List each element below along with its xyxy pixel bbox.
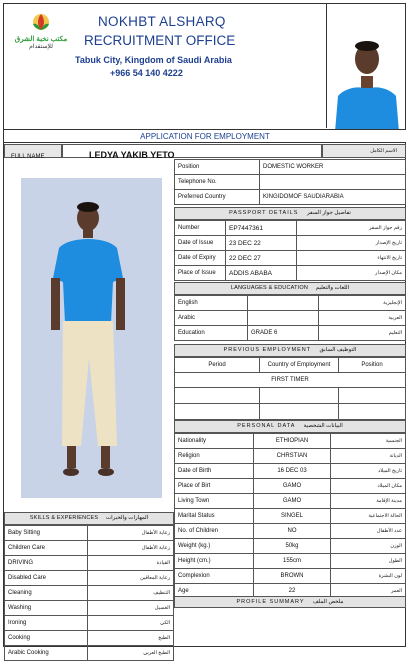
position-table (174, 159, 406, 205)
skills-title: SKILLS & EXPERIENCES (29, 515, 99, 521)
complexion-value: BROWN (254, 569, 331, 584)
skill-label: DRIVING (5, 556, 88, 571)
issue-date-value: 23 DEC 22 (226, 236, 297, 251)
table-row (175, 311, 406, 326)
table-row (5, 616, 174, 631)
skill-ar: رعاية المعاقين (88, 571, 174, 586)
full-name-ar: الاسم الكامل (370, 148, 397, 154)
previous-employment-header (174, 344, 406, 357)
table-row (175, 388, 406, 404)
table-row (175, 554, 406, 569)
skill-ar: القيادة (88, 556, 174, 571)
expiry-date-value: 22 DEC 27 (226, 251, 297, 266)
expiry-date-label: Date of Expiry (175, 251, 226, 266)
table-row (175, 524, 406, 539)
arabic-value (248, 311, 319, 326)
table-row (175, 373, 406, 388)
passport-title-ar: تفاصيل جواز السفر (307, 210, 351, 216)
skills-table (4, 525, 174, 661)
full-body-figure (21, 178, 162, 498)
birth-place-value: GAMO (254, 479, 331, 494)
living-town-ar: مدينة الإقامة (331, 494, 406, 509)
full-body-photo (21, 178, 162, 498)
height-ar: الطول (331, 554, 406, 569)
full-name-value: LEDYA YAKIB YETO (89, 150, 175, 160)
table-row (175, 175, 406, 190)
skill-label: Baby Sitting (5, 526, 88, 541)
company-location: Tabuk City, Kingdom of Saudi Arabia (75, 55, 232, 65)
preferred-country-value: KINGIDOMOF SAUDIARABIA (260, 190, 406, 205)
birth-place-ar: مكان الميلاد (331, 479, 406, 494)
age-ar: العمر (331, 584, 406, 599)
weight-ar: الوزن (331, 539, 406, 554)
full-name-label: FULL NAME (11, 154, 45, 160)
table-row (5, 541, 174, 556)
education-value: GRADE 6 (248, 326, 319, 341)
languages-title-ar: اللغات والتعليم (315, 285, 350, 291)
age-value: 22 (254, 584, 331, 599)
table-row (5, 526, 174, 541)
expiry-date-ar: تاريخ الانتهاء (297, 251, 406, 266)
issue-place-label: Place of Issue (175, 266, 226, 281)
logo-text-ar: مكتب نخبة الشرق (14, 36, 68, 43)
table-row (175, 251, 406, 266)
marital-status-value: SINGEL (254, 509, 331, 524)
languages-table (174, 295, 406, 341)
languages-title: LANGUAGES & EDUCATION (230, 285, 309, 291)
table-row (5, 646, 174, 661)
skill-label: Ironing (5, 616, 88, 631)
table-row (175, 160, 406, 175)
form-title-bar (4, 129, 406, 143)
company-phone: +966 54 140 4222 (110, 68, 183, 78)
previous-title-ar: التوظيف السابق (319, 347, 357, 353)
table-row (175, 464, 406, 479)
table-row (175, 266, 406, 281)
table-row (175, 221, 406, 236)
skill-ar: رعاية الأطفال (88, 526, 174, 541)
period-header: Period (175, 358, 260, 373)
height-value: 155cm (254, 554, 331, 569)
skill-ar: الغسيل (88, 601, 174, 616)
nationality-value: ETHIOPIAN (254, 434, 331, 449)
telephone-label: Telephone No. (175, 175, 260, 190)
table-row (175, 326, 406, 341)
full-name-label-cell (4, 144, 62, 158)
skill-ar: الطبخ العربي (88, 646, 174, 661)
children-ar: عدد الأطفال (331, 524, 406, 539)
full-name-ar-cell (322, 144, 406, 158)
religion-value: CHRSTIAN (254, 449, 331, 464)
marital-status-ar: الحالة الاجتماعية (331, 509, 406, 524)
nationality-label: Nationality (175, 434, 254, 449)
telephone-value (260, 175, 406, 190)
children-value: NO (254, 524, 331, 539)
logo-emblem-icon (10, 11, 72, 31)
table-row (175, 449, 406, 464)
table-row (175, 494, 406, 509)
arabic-label: Arabic (175, 311, 248, 326)
position-value: DOMESTIC WORKER (260, 160, 406, 175)
table-row (5, 586, 174, 601)
passport-number-label: Number (175, 221, 226, 236)
birth-date-ar: تاريخ الميلاد (331, 464, 406, 479)
skill-label: Washing (5, 601, 88, 616)
previous-value: FIRST TIMER (175, 373, 406, 388)
table-row (175, 296, 406, 311)
weight-value: 50kg (254, 539, 331, 554)
passport-section-header (174, 207, 406, 220)
table-row (175, 434, 406, 449)
position-header: Position (339, 358, 406, 373)
profile-summary-header (174, 596, 406, 608)
religion-label: Religion (175, 449, 254, 464)
skills-section-header (4, 512, 174, 525)
position-label: Position (175, 160, 260, 175)
table-row (175, 236, 406, 251)
previous-title: PREVIOUS EMPLOYMENT (223, 347, 311, 353)
skill-label: Cleaning (5, 586, 88, 601)
age-label: Age (175, 584, 254, 599)
table-row (5, 631, 174, 646)
languages-section-header (174, 282, 406, 295)
birth-date-label: Date of Birth (175, 464, 254, 479)
table-row (175, 509, 406, 524)
living-town-value: GAMO (254, 494, 331, 509)
skill-ar: الكي (88, 616, 174, 631)
table-row (5, 556, 174, 571)
marital-status-label: Marital Status (175, 509, 254, 524)
arabic-ar: العربية (319, 311, 406, 326)
birth-date-value: 16 DEC 03 (254, 464, 331, 479)
company-subtitle: RECRUITMENT OFFICE (84, 33, 236, 48)
skill-label: Children Care (5, 541, 88, 556)
table-row (175, 539, 406, 554)
skill-ar: رعاية الأطفال (88, 541, 174, 556)
education-label: Education (175, 326, 248, 341)
table-header-row (175, 358, 406, 373)
passport-number-value: EP7447361 (226, 221, 297, 236)
country-header: Country of Employment (260, 358, 339, 373)
complexion-ar: لون البشرة (331, 569, 406, 584)
skills-title-ar: المهارات والخبرات (105, 515, 149, 521)
logo-text-ar-sub: للإستقدام (29, 44, 53, 50)
english-label: English (175, 296, 248, 311)
personal-data-header (174, 420, 406, 433)
table-row (175, 190, 406, 205)
english-ar: الإنجليزية (319, 296, 406, 311)
skill-label: Disabled Care (5, 571, 88, 586)
issue-place-value: ADDIS ABABA (226, 266, 297, 281)
religion-ar: الديانة (331, 449, 406, 464)
living-town-label: Living Town (175, 494, 254, 509)
issue-date-ar: تاريخ الإصدار (297, 236, 406, 251)
english-value (248, 296, 319, 311)
passport-number-ar: رقم جواز السفر (297, 221, 406, 236)
company-logo (10, 11, 72, 50)
skill-ar: التنظيف (88, 586, 174, 601)
header (4, 4, 326, 128)
personal-title-ar: البيانات الشخصية (303, 423, 343, 429)
children-label: No. of Children (175, 524, 254, 539)
table-row (175, 569, 406, 584)
personal-data-table (174, 433, 406, 599)
table-row (175, 479, 406, 494)
preferred-country-label: Preferred Country (175, 190, 260, 205)
table-row (5, 571, 174, 586)
education-ar: التعليم (319, 326, 406, 341)
skill-label: Cooking (5, 631, 88, 646)
issue-date-label: Date of Issue (175, 236, 226, 251)
table-row (175, 404, 406, 420)
nationality-ar: الجنسية (331, 434, 406, 449)
passport-table (174, 220, 406, 281)
previous-employment-table (174, 357, 406, 420)
table-row (5, 601, 174, 616)
form-title: APPLICATION FOR EMPLOYMENT (140, 132, 270, 141)
personal-title: PERSONAL DATA (237, 423, 296, 429)
headshot-photo (330, 34, 404, 132)
headshot-frame (326, 4, 407, 128)
skill-ar: الطبخ (88, 631, 174, 646)
company-name: NOKHBT ALSHARQ (98, 14, 226, 29)
weight-label: Weight (kg.) (175, 539, 254, 554)
height-label: Height (cm.) (175, 554, 254, 569)
complexion-label: Complexion (175, 569, 254, 584)
profile-summary-title: PROFILE SUMMARY (236, 599, 305, 605)
birth-place-label: Place of Birt (175, 479, 254, 494)
skill-label: Arabic Cooking (5, 646, 88, 661)
issue-place-ar: مكان الإصدار (297, 266, 406, 281)
full-name-value-cell (62, 144, 322, 158)
profile-summary-title-ar: ملخص الملف (313, 599, 344, 605)
passport-title: PASSPORT DETAILS (229, 210, 299, 216)
